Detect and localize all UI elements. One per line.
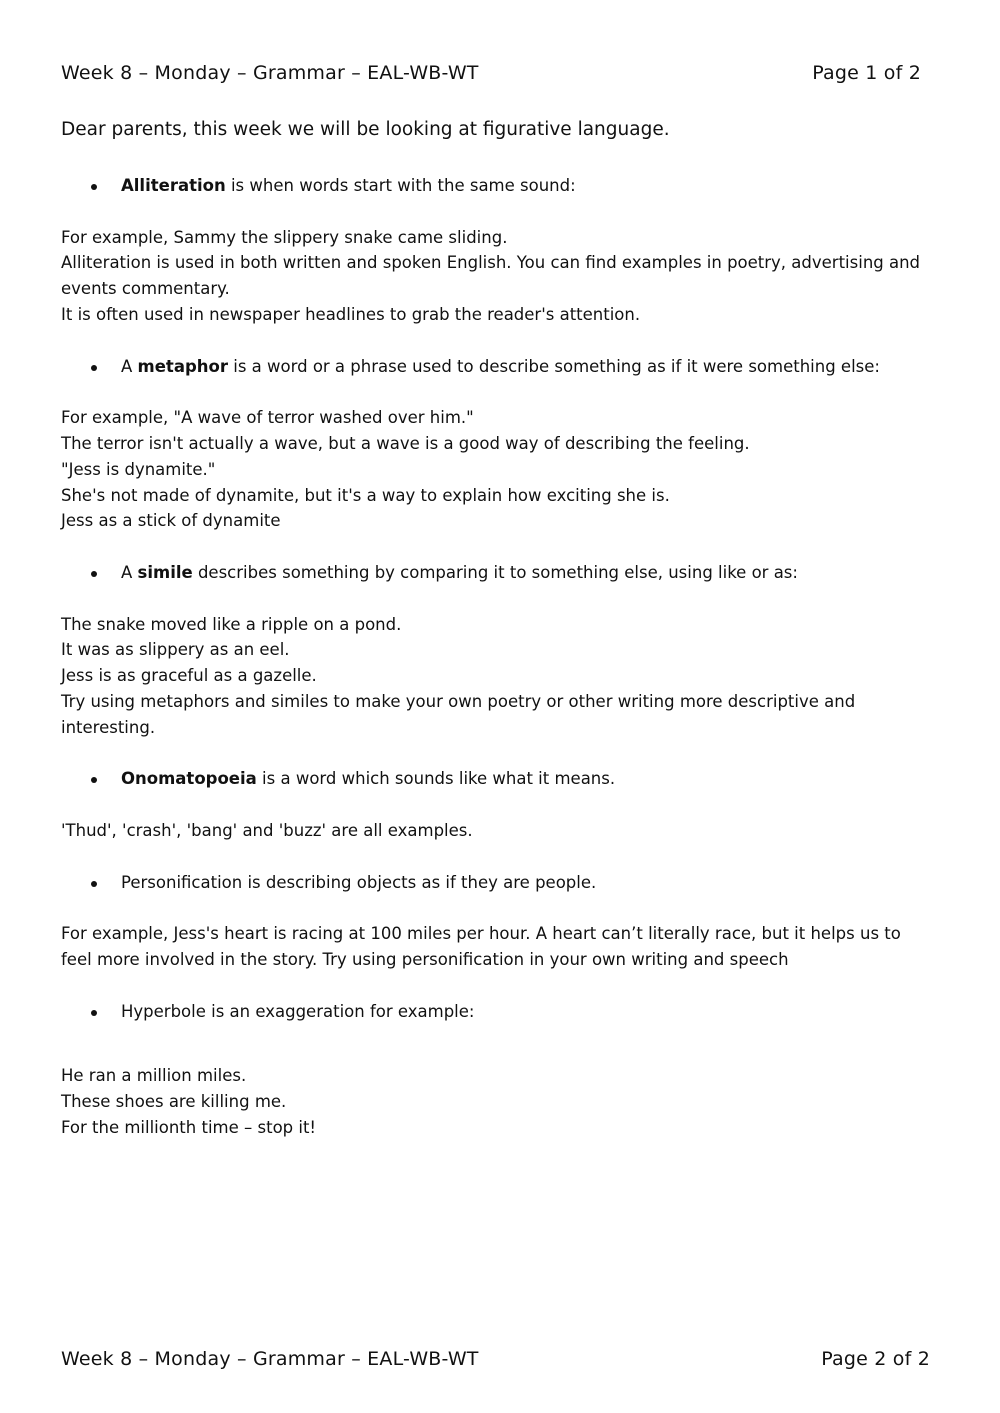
metaphor-prefix: A (121, 356, 138, 376)
simile-prefix: A (121, 562, 138, 582)
simile-line: Jess is as graceful as a gazelle. (61, 666, 317, 686)
bullet-metaphor (61, 354, 931, 380)
alliteration-usage: Alliteration is used in both written and spoken English. You can find examples in poetry, advertising and events commentary. (61, 253, 921, 299)
term-simile: simile (137, 562, 193, 582)
metaphor-line: She's not made of dynamite, but it's a way to explain how exciting she is. (61, 485, 670, 505)
bullet-simile (61, 560, 931, 586)
metaphor-line: For example, "A wave of terror washed over him." (61, 408, 474, 428)
simile-line: Try using metaphors and similes to make your own poetry or other writing more descriptive and interesting. (61, 691, 856, 737)
personification-example: For example, Jess's heart is racing at 100 miles per hour. A heart can’t literally race, but it helps us to feel more involved in the story. Try using personification in your own writing and speech (61, 924, 901, 969)
term-onomatopoeia: Onomatopoeia (121, 769, 257, 789)
page-header (61, 62, 921, 84)
bullet-onomatopoeia (61, 766, 931, 792)
bullet-hyperbole: Hyperbole is an exaggeration for example: (61, 999, 931, 1025)
onomatopoeia-examples: 'Thud', 'crash', 'bang' and 'buzz' are all examples. (61, 820, 473, 840)
header-title: Week 8 – Monday – Grammar – EAL-WB-WT (61, 62, 479, 84)
definition-metaphor: is a word or a phrase used to describe something as if it were something else: (227, 356, 880, 376)
footer-page-number: Page 2 of 2 (821, 1348, 930, 1370)
metaphor-line: "Jess is dynamite." (61, 459, 216, 479)
hyperbole-line: For the millionth time – stop it! (61, 1117, 317, 1137)
hyperbole-line: These shoes are killing me. (61, 1092, 287, 1112)
footer-title: Week 8 – Monday – Grammar – EAL-WB-WT (61, 1348, 479, 1370)
hyperbole-line: He ran a million miles. (61, 1066, 247, 1086)
bullet-personification: Personification is describing objects as if they are people. (61, 870, 931, 896)
metaphor-line: Jess as a stick of dynamite (61, 511, 281, 531)
alliteration-headlines: It is often used in newspaper headlines to grab the reader's attention. (61, 304, 641, 324)
metaphor-line: The terror isn't actually a wave, but a wave is a good way of describing the feeling. (61, 433, 750, 453)
header-page-number: Page 1 of 2 (812, 62, 921, 84)
definition-alliteration: is when words start with the same sound: (225, 176, 576, 195)
bullet-alliteration (61, 173, 931, 199)
simile-line: The snake moved like a ripple on a pond. (61, 614, 402, 634)
definition-onomatopoeia: is a word which sounds like what it means. (256, 769, 616, 789)
term-metaphor: metaphor (137, 356, 228, 376)
page-footer (61, 1348, 930, 1370)
intro-text: Dear parents, this week we will be looking at figurative language. (61, 119, 670, 140)
definition-simile: describes something by comparing it to something else, using like or as: (192, 562, 798, 582)
term-alliteration: Alliteration (121, 176, 226, 195)
alliteration-example: For example, Sammy the slippery snake came sliding. (61, 227, 508, 247)
document-body (61, 173, 931, 1141)
simile-line: It was as slippery as an eel. (61, 640, 290, 660)
